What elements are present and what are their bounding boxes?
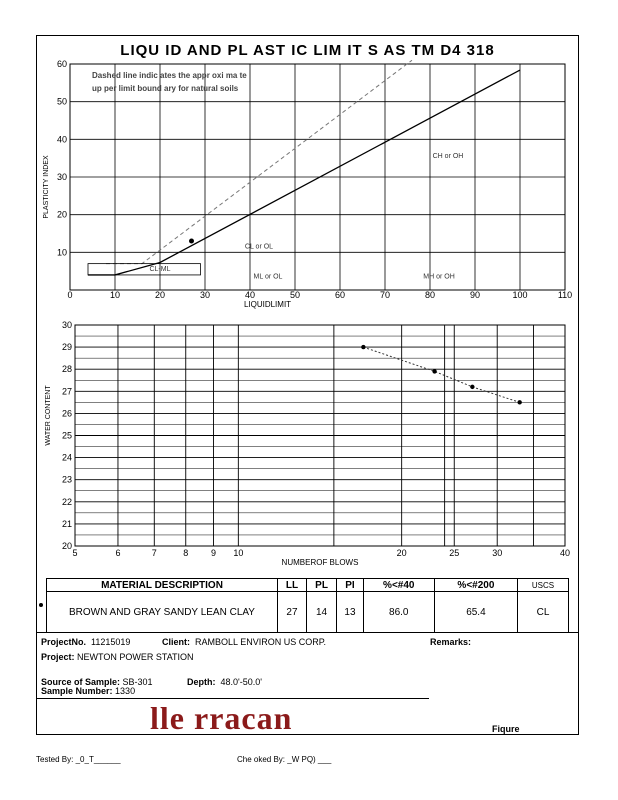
x-tick-label: 20 xyxy=(154,290,166,300)
flow-curve-line xyxy=(363,347,519,402)
x-tick-label: 40 xyxy=(244,290,256,300)
y-tick-label: 30 xyxy=(61,320,72,330)
cell-description: BROWN AND GRAY SANDY LEAN CLAY xyxy=(47,592,278,633)
x-axis-label: NUMBEROF BLOWS xyxy=(281,558,359,567)
project-name-value: NEWTON POWER STATION xyxy=(77,652,194,662)
report-title: LIQU ID AND PL AST IC LIM IT S AS TM D4 318 xyxy=(120,42,495,59)
cell-uscs: CL xyxy=(518,592,569,633)
source-value: SB-301 xyxy=(122,677,153,687)
cell-pi: 13 xyxy=(337,592,364,633)
checked-by-value: _W PQ) ___ xyxy=(287,755,332,764)
flow-point xyxy=(517,400,521,404)
flow-point xyxy=(361,345,365,349)
tested-by xyxy=(36,755,121,764)
zone-label: MH or OH xyxy=(423,273,455,281)
results-table xyxy=(46,578,569,633)
project-name-label: Project: xyxy=(41,652,75,662)
project-name xyxy=(41,652,194,662)
figure-label: Fiqure xyxy=(492,724,520,734)
x-tick-label: 40 xyxy=(559,548,571,558)
col-pct-200: %<#200 xyxy=(434,579,517,592)
cell-pl: 14 xyxy=(306,592,336,633)
row-marker-dot xyxy=(39,603,43,607)
y-tick-label: 24 xyxy=(61,452,72,463)
y-tick-label: 26 xyxy=(61,408,72,419)
x-tick-label: 8 xyxy=(183,548,189,558)
zone-label: CH or OH xyxy=(432,153,464,161)
y-axis-label: WATER CONTENT xyxy=(45,385,52,446)
zone-label: CL-ML xyxy=(149,266,171,274)
sample-number xyxy=(41,686,135,696)
divider xyxy=(36,698,429,699)
flow-point xyxy=(432,369,436,373)
chart-note: up per limit bound ary for natural soils xyxy=(92,84,239,93)
y-tick-label: 21 xyxy=(61,518,72,529)
x-tick-label: 110 xyxy=(557,290,573,300)
tested-by-label: Tested By: xyxy=(36,755,74,764)
x-tick-label: 90 xyxy=(469,290,481,300)
col-uscs: USCS xyxy=(518,579,569,592)
y-tick-label: 40 xyxy=(56,134,67,145)
x-tick-label: 60 xyxy=(334,290,346,300)
cell-pct-200: 65.4 xyxy=(434,592,517,633)
remarks-label: Remarks: xyxy=(430,637,472,647)
y-tick-label: 20 xyxy=(61,541,72,551)
x-tick-label: 5 xyxy=(72,548,78,558)
y-tick-label: 50 xyxy=(56,96,67,107)
source-label: Source of Sample: xyxy=(41,677,121,687)
y-tick-label: 28 xyxy=(61,364,72,375)
sample-depth xyxy=(187,677,262,687)
x-tick-label: 0 xyxy=(67,290,73,300)
y-tick-label: 30 xyxy=(56,172,67,182)
cell-pct-40: 86.0 xyxy=(363,592,434,633)
y-tick-label: 10 xyxy=(56,247,67,258)
y-tick-label: 25 xyxy=(61,430,72,441)
y-tick-label: 29 xyxy=(61,342,72,353)
checked-by xyxy=(237,755,331,764)
x-tick-label: 20 xyxy=(396,548,407,558)
sample-number-value: 1330 xyxy=(115,686,136,696)
x-tick-label: 9 xyxy=(210,548,217,558)
col-material-description: MATERIAL DESCRIPTION xyxy=(47,579,278,592)
x-tick-label: 50 xyxy=(289,290,301,300)
project-no-label: ProjectNo. xyxy=(41,637,87,647)
y-axis-label: PLASTICITY INDEX xyxy=(43,155,50,219)
x-tick-label: 6 xyxy=(115,548,121,558)
x-tick-label: 30 xyxy=(199,290,211,300)
x-tick-label: 7 xyxy=(151,548,157,558)
col-pi: PI xyxy=(337,579,364,592)
x-axis-label: LIQUIDLIMIT xyxy=(243,300,292,309)
x-tick-label: 10 xyxy=(233,548,244,558)
tested-by-value: _0_T______ xyxy=(75,755,121,764)
zone-label: CL or OL xyxy=(244,243,274,251)
chart-note: Dashed line indic ates the appr oxi ma te xyxy=(92,71,247,80)
x-tick-label: 100 xyxy=(512,290,528,300)
client xyxy=(162,637,326,647)
x-tick-label: 30 xyxy=(492,548,503,558)
depth-value: 48.0'-50.0' xyxy=(220,677,262,687)
col-pl: PL xyxy=(306,579,336,592)
remarks xyxy=(430,637,471,647)
y-tick-label: 20 xyxy=(56,209,67,220)
col-ll: LL xyxy=(278,579,307,592)
x-tick-label: 80 xyxy=(424,290,436,300)
client-value: RAMBOLL ENVIRON US CORP. xyxy=(195,637,327,647)
x-tick-label: 70 xyxy=(379,290,391,300)
flow-point xyxy=(470,385,474,389)
y-tick-label: 23 xyxy=(61,474,72,485)
company-logo: lle rracan xyxy=(150,700,293,736)
divider xyxy=(36,632,579,633)
y-tick-label: 60 xyxy=(56,59,67,69)
col-pct-40: %<#40 xyxy=(363,579,434,592)
checked-by-label: Che oked By: xyxy=(237,755,286,764)
project-no xyxy=(41,637,130,647)
client-label: Client: xyxy=(162,637,190,647)
x-tick-label: 10 xyxy=(109,290,121,300)
table-header-row xyxy=(47,579,569,592)
y-tick-label: 22 xyxy=(61,496,72,507)
zone-label: ML or OL xyxy=(253,273,283,281)
sample-number-label: Sample Number: xyxy=(41,686,113,696)
depth-label: Depth: xyxy=(187,677,216,687)
x-tick-label: 25 xyxy=(449,548,460,558)
project-no-value: 11215019 xyxy=(91,637,131,647)
y-tick-label: 27 xyxy=(61,386,72,397)
cell-ll: 27 xyxy=(278,592,307,633)
table-row xyxy=(47,592,569,633)
